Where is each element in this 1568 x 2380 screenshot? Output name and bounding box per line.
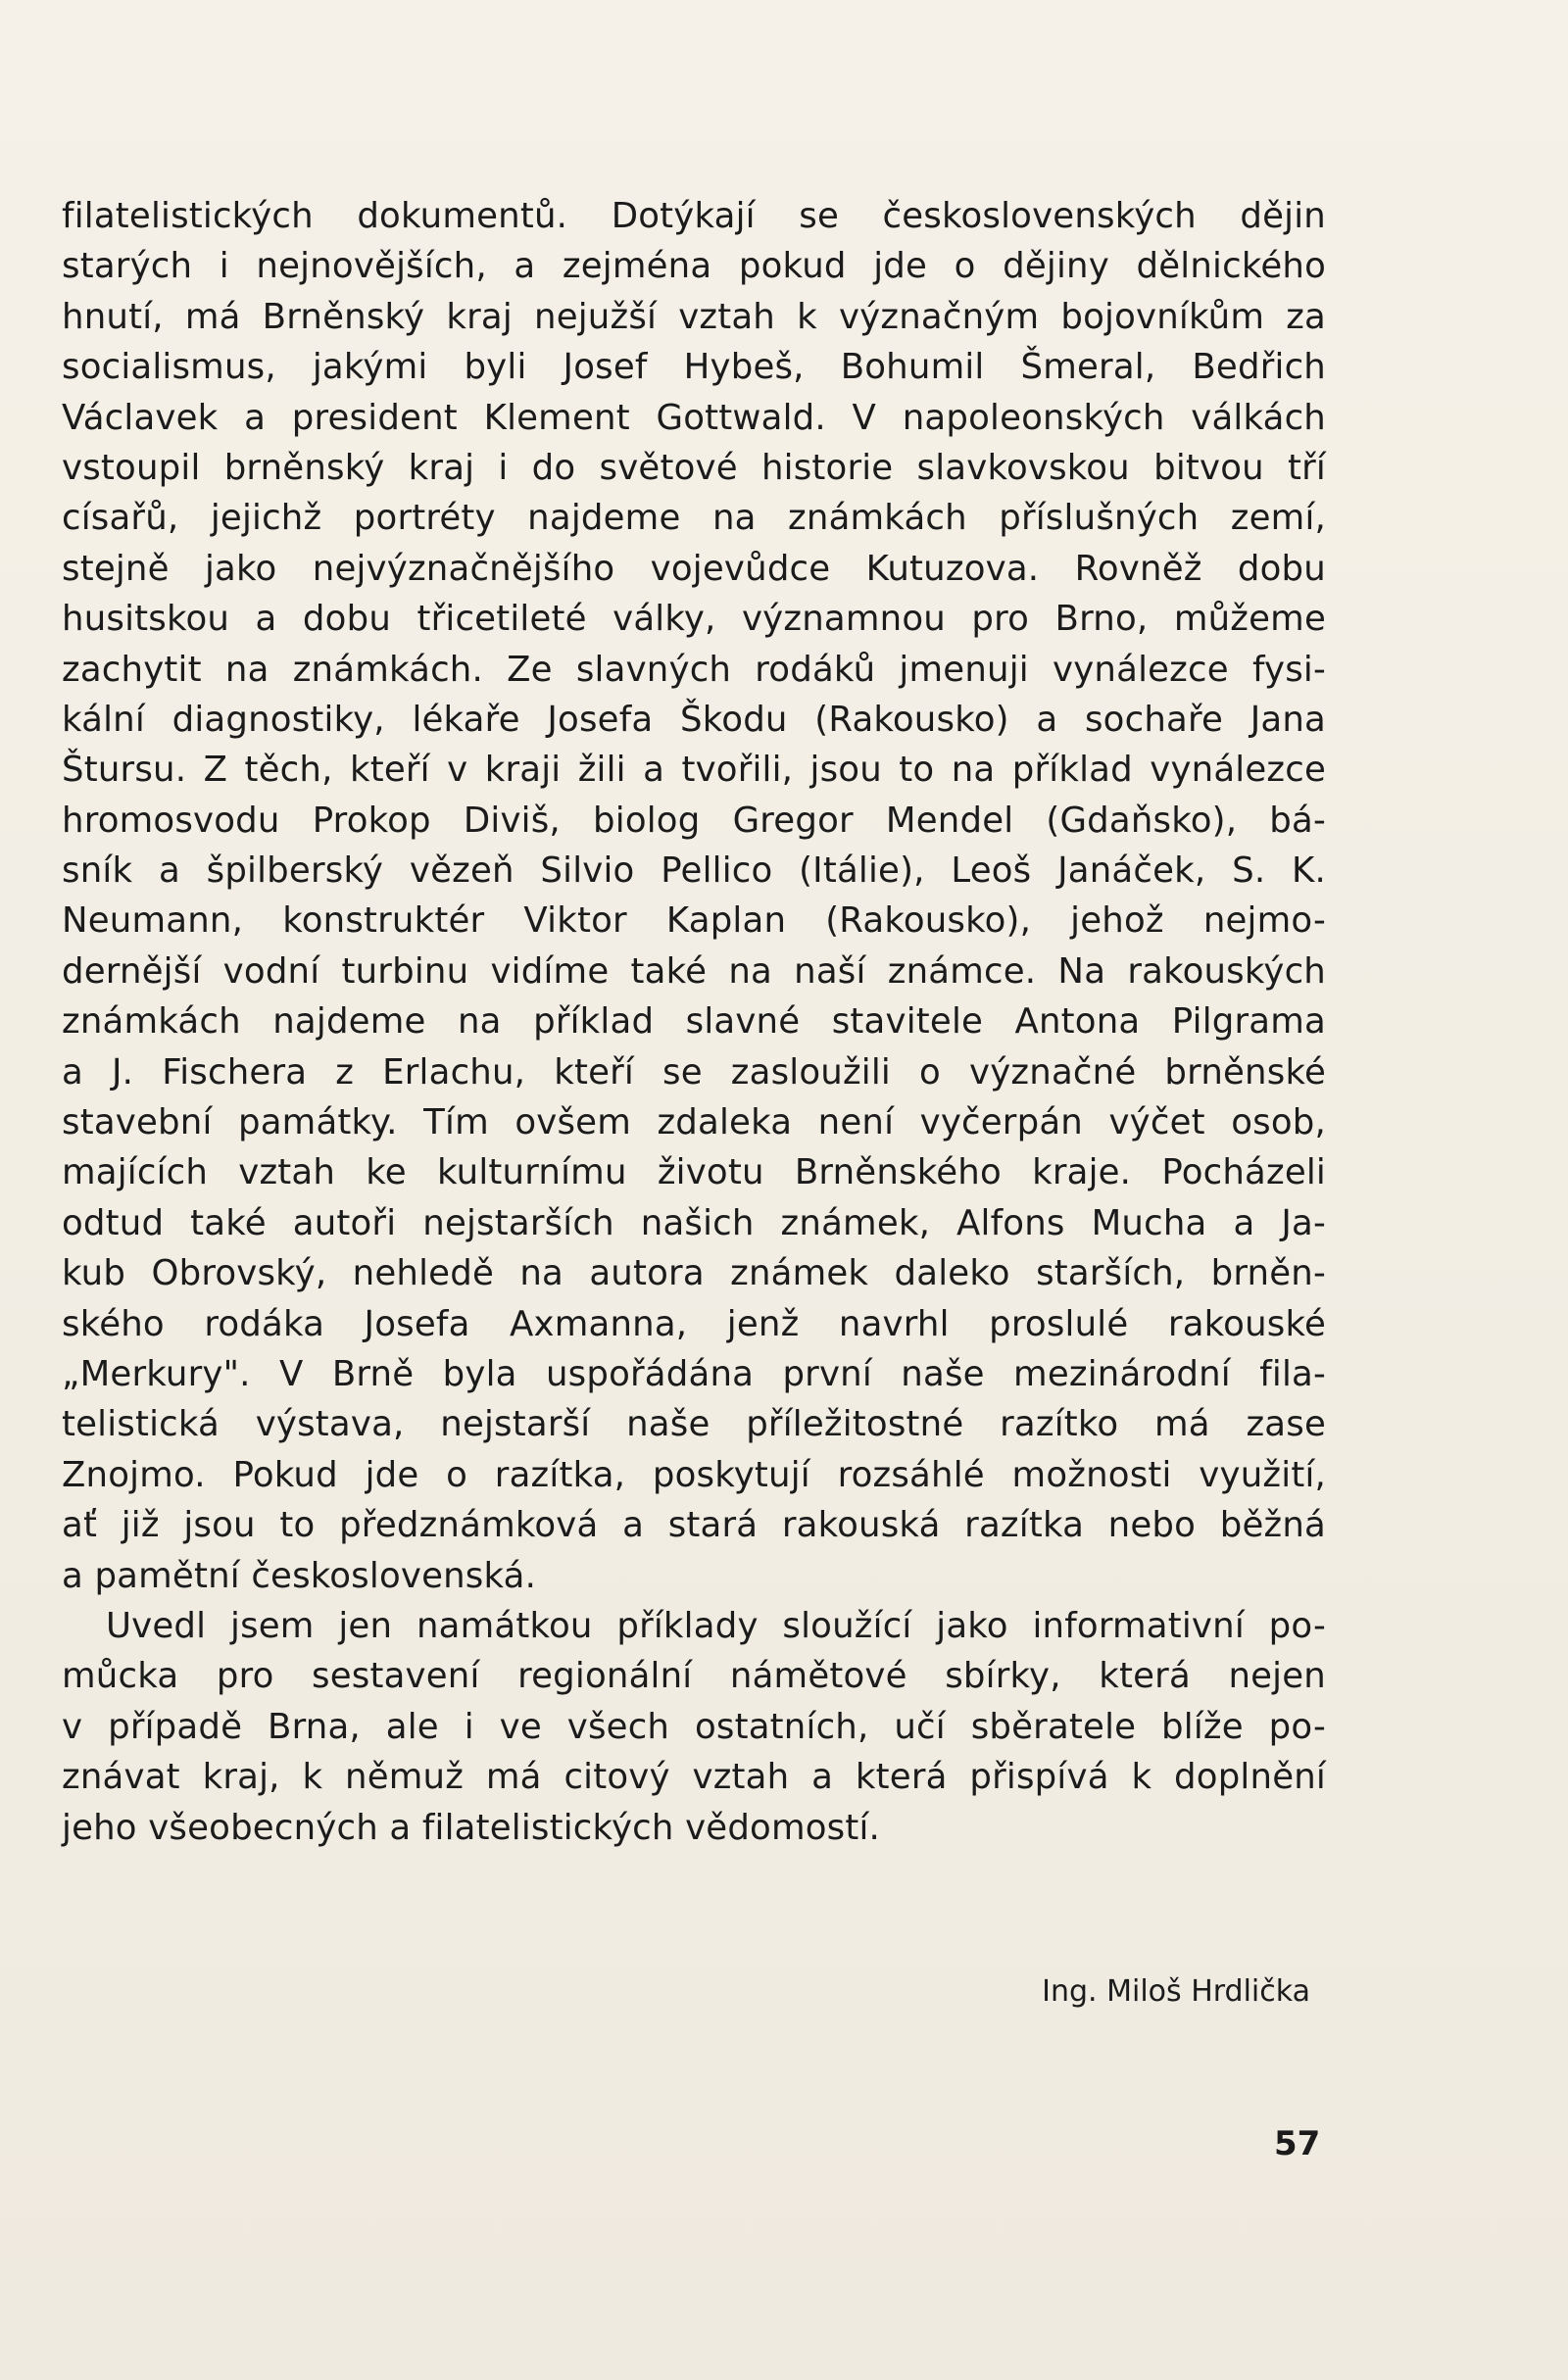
- text-line: zachytit na známkách. Ze slavných rodáků jmenuji vynálezce fysi-: [62, 649, 1326, 690]
- text-line: stejně jako nejvýznačnějšího vojevůdce Kutuzova. Rovněž dobu: [62, 548, 1326, 589]
- author-signature: Ing. Miloš Hrdlička: [1042, 1974, 1310, 2009]
- text-line: znávat kraj, k němuž má citový vztah a která přispívá k doplnění: [62, 1757, 1326, 1798]
- text-line: Štursu. Z těch, kteří v kraji žili a tvořili, jsou to na příklad vynálezce: [62, 750, 1326, 791]
- text-line: známkách najdeme na příklad slavné stavitele Antona Pilgrama: [62, 1001, 1326, 1043]
- text-line: husitskou a dobu třicetileté války, významnou pro Brno, můžeme: [62, 599, 1326, 640]
- text-line: a pamětní československá.: [62, 1555, 537, 1596]
- text-line: socialismus, jakými byli Josef Hybeš, Bohumil Šmeral, Bedřich: [62, 347, 1326, 388]
- text-line: kální diagnostiky, lékaře Josefa Škodu (Rakousko) a sochaře Jana: [62, 699, 1326, 740]
- text-line: Neumann, konstruktér Viktor Kaplan (Rakousko), jehož nejmo-: [62, 900, 1326, 942]
- text-line: odtud také autoři nejstarších našich známek, Alfons Mucha a Ja-: [62, 1202, 1326, 1243]
- text-line: můcka pro sestavení regionální námětové sbírky, která nejen: [62, 1656, 1326, 1697]
- text-line: vstoupil brněnský kraj i do světové historie slavkovskou bitvou tří: [62, 447, 1326, 488]
- text-line: filatelistických dokumentů. Dotýkají se československých dějin: [62, 196, 1326, 236]
- text-line: kub Obrovský, nehledě na autora známek daleko starších, brněn-: [62, 1253, 1326, 1294]
- text-line: a J. Fischera z Erlachu, kteří se zasloužili o význačné brněnské: [62, 1051, 1326, 1093]
- text-line: Václavek a president Klement Gottwald. V napoleonských válkách: [62, 397, 1326, 438]
- paragraph-2: [62, 1601, 1326, 1853]
- text-line: císařů, jejichž portréty najdeme na známkách příslušných zemí,: [62, 498, 1326, 539]
- text-line: „Merkury". V Brně byla uspořádána první naše mezinárodní fila-: [62, 1353, 1326, 1394]
- text-line: telistická výstava, nejstarší naše příležitostné razítko má zase: [62, 1404, 1326, 1445]
- text-line: hnutí, má Brněnský kraj nejužší vztah k význačným bojovníkům za: [62, 296, 1326, 337]
- text-line: dernější vodní turbinu vidíme také na naší známce. Na rakouských: [62, 950, 1326, 992]
- text-line: starých i nejnovějších, a zejména pokud jde o dějiny dělnického: [62, 246, 1326, 287]
- text-line: majících vztah ke kulturnímu životu Brněnského kraje. Pocházeli: [62, 1152, 1326, 1193]
- text-line: Znojmo. Pokud jde o razítka, poskytují rozsáhlé možnosti využití,: [62, 1454, 1326, 1495]
- text-line: ského rodáka Josefa Axmanna, jenž navrhl proslulé rakouské: [62, 1303, 1326, 1344]
- text-line: hromosvodu Prokop Diviš, biolog Gregor Mendel (Gdaňsko), bá-: [62, 800, 1326, 841]
- text-line: ať již jsou to předznámková a stará rakouská razítka nebo běžná: [62, 1505, 1326, 1546]
- paragraph-1: [62, 191, 1326, 1601]
- text-line: Uvedl jsem jen namátkou příklady sloužící jako informativní po-: [106, 1605, 1326, 1646]
- text-line: v případě Brna, ale i ve všech ostatních, učí sběratele blíže po-: [62, 1706, 1326, 1747]
- text-line: sník a špilberský vězeň Silvio Pellico (Itálie), Leoš Janáček, S. K.: [62, 850, 1326, 892]
- text-line: jeho všeobecných a filatelistických vědomostí.: [62, 1807, 881, 1848]
- text-line: stavební památky. Tím ovšem zdaleka není vyčerpán výčet osob,: [62, 1102, 1326, 1143]
- body-text: [62, 191, 1326, 1853]
- page-number: 57: [1274, 2124, 1321, 2163]
